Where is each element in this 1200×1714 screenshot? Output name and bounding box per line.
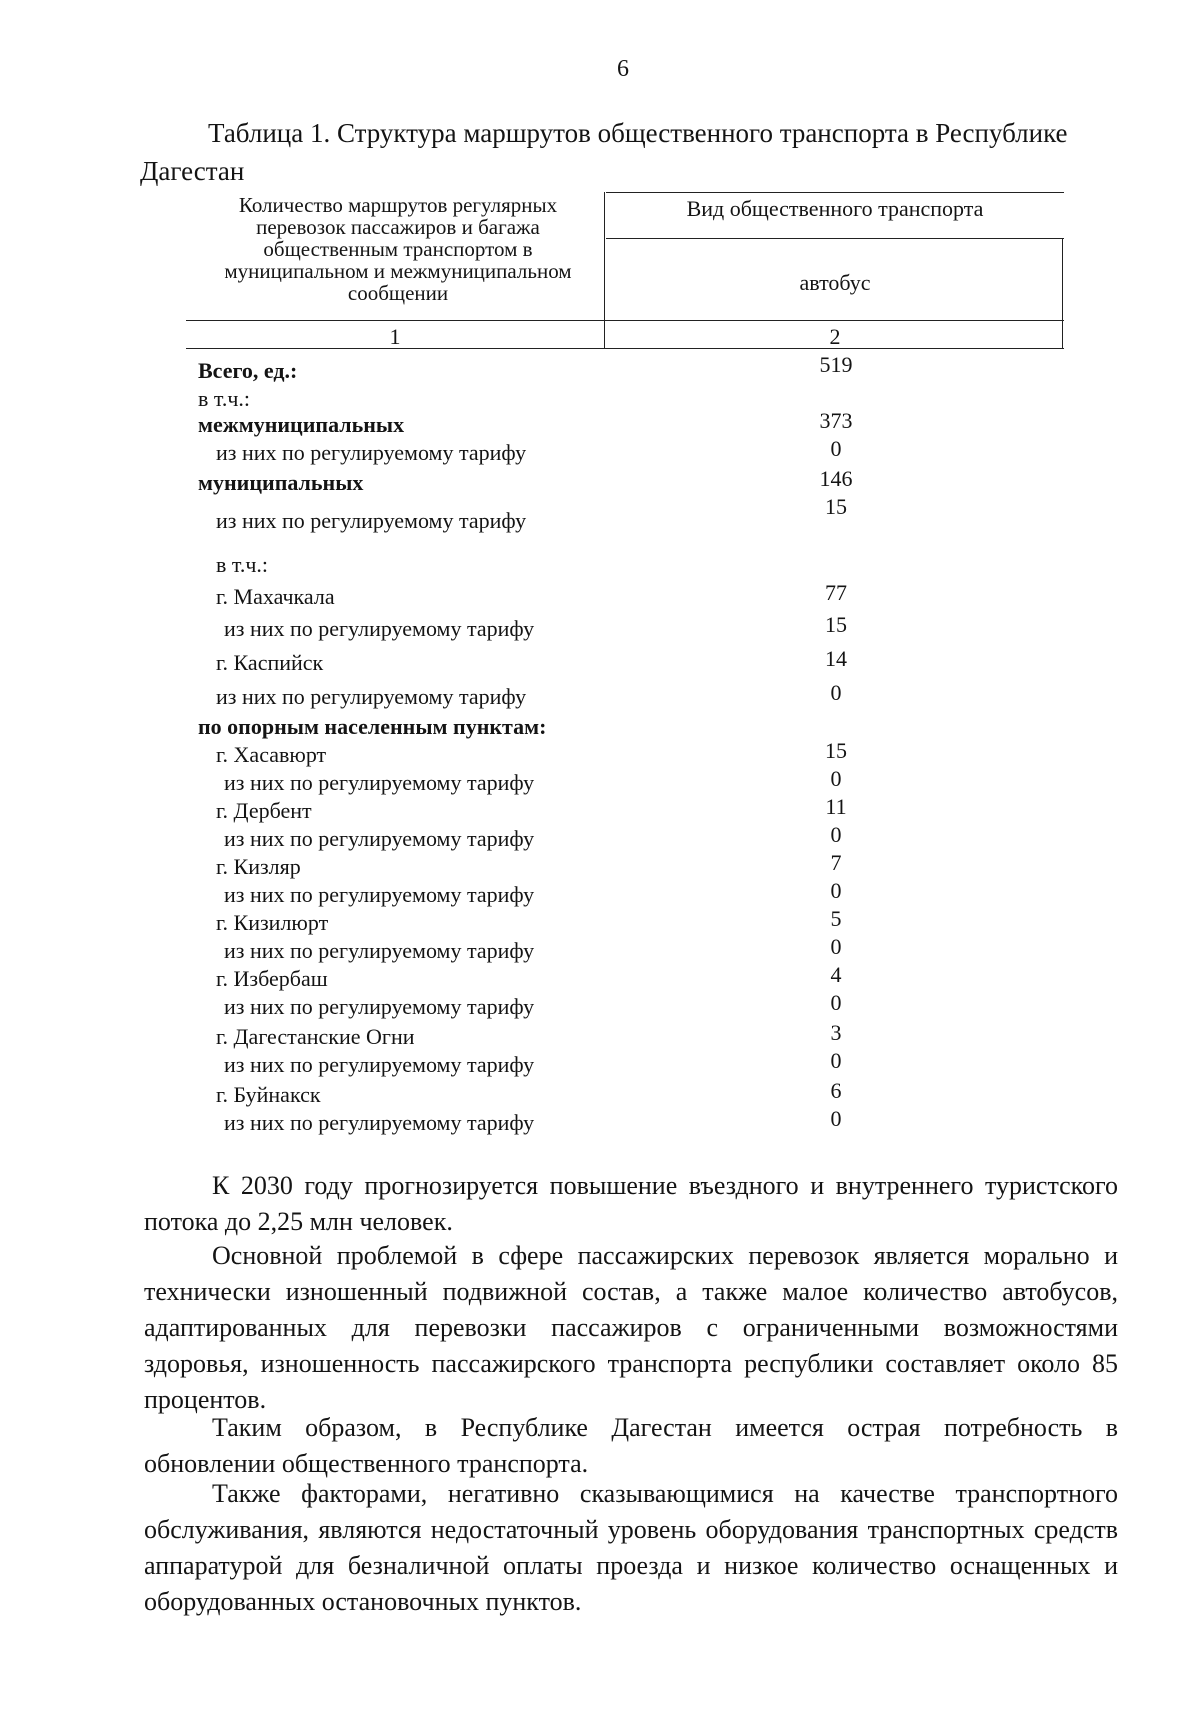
column-number-2: 2 [829, 324, 841, 349]
column-number-1: 1 [389, 324, 401, 349]
row-value: 7 [830, 850, 842, 875]
row-label: г. Избербаш [216, 966, 328, 991]
row-value: 0 [830, 990, 842, 1015]
page-number: 6 [617, 56, 629, 82]
row-label: в т.ч.: [198, 386, 251, 411]
row-value: 0 [830, 766, 842, 791]
paragraph-problem: Основной проблемой в сфере пассажирских перевозок является морально и технически изношенный подвижной состав, а также малое количество автобусов, адаптированных для перевозки пассажиров с ограниченными возможностями здоровья, изношенность пассажирского транспорта республики составляет около 85 процентов. [144, 1241, 1118, 1414]
header-bus: автобус [799, 270, 871, 295]
row-label: из них по регулируемому тарифу [224, 1110, 535, 1135]
row-label: г. Махачкала [216, 584, 335, 609]
row-label: Всего, ед.: [198, 358, 298, 383]
row-label: г. Каспийск [216, 650, 324, 675]
row-label: в т.ч.: [216, 552, 269, 577]
row-value: 15 [825, 738, 847, 763]
row-value: 15 [825, 612, 847, 637]
row-label: г. Буйнакск [216, 1082, 321, 1107]
table-title: Таблица 1. Структура маршрутов общественного транспорта в Республике Дагестан [140, 118, 1068, 186]
row-label: из них по регулируемому тарифу [224, 770, 535, 795]
row-label: по опорным населенным пунктам: [198, 714, 547, 739]
paragraph-tourism: К 2030 году прогнозируется повышение въездного и внутреннего туристского потока до 2,25 млн человек. [144, 1171, 1118, 1236]
row-label: г. Дербент [216, 798, 312, 823]
row-label: межмуниципальных [198, 412, 405, 437]
row-value: 519 [819, 352, 853, 377]
row-value: 0 [830, 1048, 842, 1073]
header-mid-line [604, 192, 605, 349]
row-value: 15 [825, 494, 847, 519]
row-label: из них по регулируемому тарифу [216, 440, 527, 465]
header-top-border [606, 192, 1064, 193]
header-transport-type: Вид общественного транспорта [686, 196, 984, 221]
table-header [186, 192, 1064, 350]
row-value: 77 [825, 580, 847, 605]
row-value: 0 [830, 934, 842, 959]
row-value: 0 [830, 878, 842, 903]
row-label: из них по регулируемому тарифу [216, 508, 527, 533]
header-sub-border [606, 238, 1064, 239]
row-label: г. Дагестанские Огни [216, 1024, 415, 1049]
row-label: муниципальных [198, 470, 364, 495]
row-label: из них по регулируемому тарифу [224, 994, 535, 1019]
row-value: 5 [830, 906, 842, 931]
row-label: из них по регулируемому тарифу [224, 938, 535, 963]
row-value: 14 [825, 646, 847, 671]
row-label: из них по регулируемому тарифу [224, 882, 535, 907]
row-value: 3 [830, 1020, 842, 1045]
row-value: 4 [830, 962, 842, 987]
paragraph-factors: Также факторами, негативно сказывающимися на качестве транспортного обслуживания, являются недостаточный уровень оборудования транспортных средств аппаратурой для безналичной оплаты проезда и низкое количество оснащенных и оборудованных остановочных пунктов. [144, 1479, 1118, 1616]
row-value: 0 [830, 822, 842, 847]
row-value: 0 [830, 1106, 842, 1131]
row-value: 0 [830, 680, 842, 705]
row-label: г. Хасавюрт [216, 742, 327, 767]
row-value: 0 [830, 436, 842, 461]
row-label: из них по регулируемому тарифу [216, 684, 527, 709]
row-value: 146 [819, 466, 853, 491]
header-left-text: Количество маршрутов регулярных перевозок пассажиров и багажа общественным транспортом в муниципальном и межмуниципальном сообщении [224, 193, 572, 305]
header-divider [186, 320, 1064, 321]
row-label: из них по регулируемому тарифу [224, 616, 535, 641]
row-value: 373 [819, 408, 853, 433]
row-label: из них по регулируемому тарифу [224, 826, 535, 851]
row-label: из них по регулируемому тарифу [224, 1052, 535, 1077]
row-label: г. Кизилюрт [216, 910, 329, 935]
row-value: 11 [825, 794, 847, 819]
row-label: г. Кизляр [216, 854, 301, 879]
paragraph-need: Таким образом, в Республике Дагестан имеется острая потребность в обновлении общественного транспорта. [144, 1413, 1118, 1478]
row-value: 6 [830, 1078, 842, 1103]
